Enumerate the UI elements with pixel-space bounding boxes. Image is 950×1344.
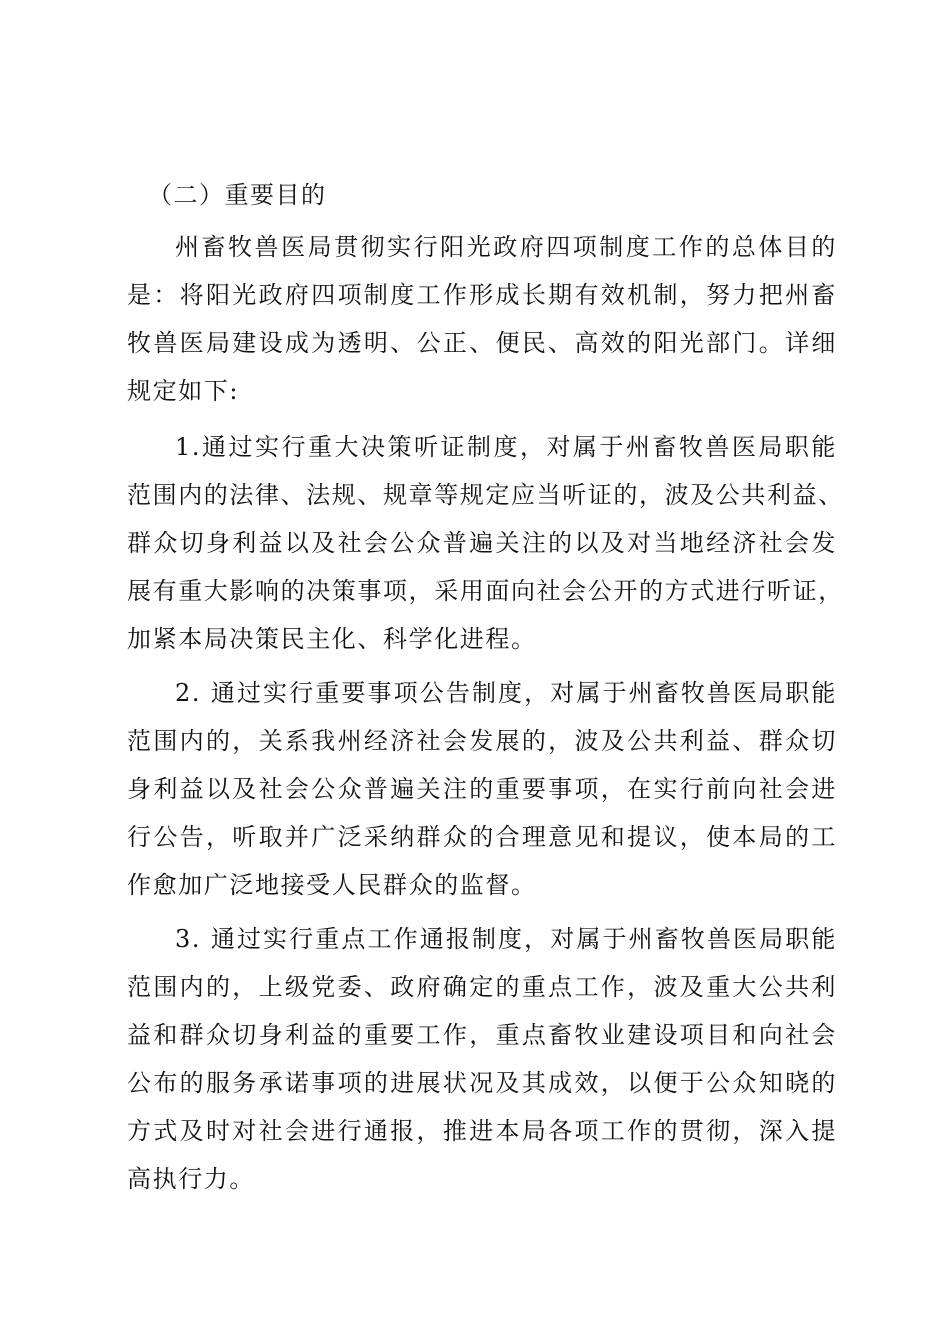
paragraph-line: 行公告，听取并广泛采纳群众的合理意见和提议，使本局的工 [127,823,837,851]
paragraph-line: 公布的服务承诺事项的进展状况及其成效，以便于公众知晓的 [127,1069,837,1097]
paragraph-line: 规定如下: [127,377,240,405]
paragraph-line: 范围内的，上级党委、政府确定的重点工作，波及重大公共利 [127,973,837,1001]
paragraph-line: 益和群众切身利益的重要工作，重点畜牧业建设项目和向社会 [127,1021,837,1049]
paragraph-line: 展有重大影响的决策事项，采用面向社会公开的方式进行听证， [127,577,844,605]
paragraph-line: 身利益以及社会公众普遍关注的重要事项，在实行前向社会进 [127,775,837,803]
paragraph-line: 群众切身利益以及社会公众普遍关注的以及对当地经济社会发 [127,529,837,557]
paragraph-overall-goal [127,223,837,415]
paragraph-line: 3. 通过实行重点工作通报制度，对属于州畜牧兽医局职能 [175,925,837,953]
section-heading: （二）重要目的 [148,181,327,209]
paragraph-line: 州畜牧兽医局贯彻实行阳光政府四项制度工作的总体目的 [175,233,837,261]
paragraph-line: 加紧本局决策民主化、科学化进程。 [127,625,537,653]
paragraph-line: 范围内的，关系我州经济社会发展的，波及公共利益、群众切 [127,727,837,755]
paragraph-line: 范围内的法律、法规、规章等规定应当听证的，波及公共利益、 [127,481,844,509]
paragraph-line: 高执行力。 [127,1165,255,1193]
paragraph-item-1 [127,423,844,663]
paragraph-item-2 [127,669,837,909]
paragraph-line: 方式及时对社会进行通报，推进本局各项工作的贯彻，深入提 [127,1117,837,1145]
paragraph-line: 2. 通过实行重要事项公告制度，对属于州畜牧兽医局职能 [175,679,837,707]
paragraph-line: 1.通过实行重大决策听证制度，对属于州畜牧兽医局职能 [175,433,837,461]
paragraph-item-3 [127,915,837,1203]
paragraph-line: 作愈加广泛地接受人民群众的监督。 [127,871,537,899]
paragraph-line: 是：将阳光政府四项制度工作形成长期有效机制，努力把州畜 [127,281,837,309]
paragraph-line: 牧兽医局建设成为透明、公正、便民、高效的阳光部门。详细 [127,329,837,357]
